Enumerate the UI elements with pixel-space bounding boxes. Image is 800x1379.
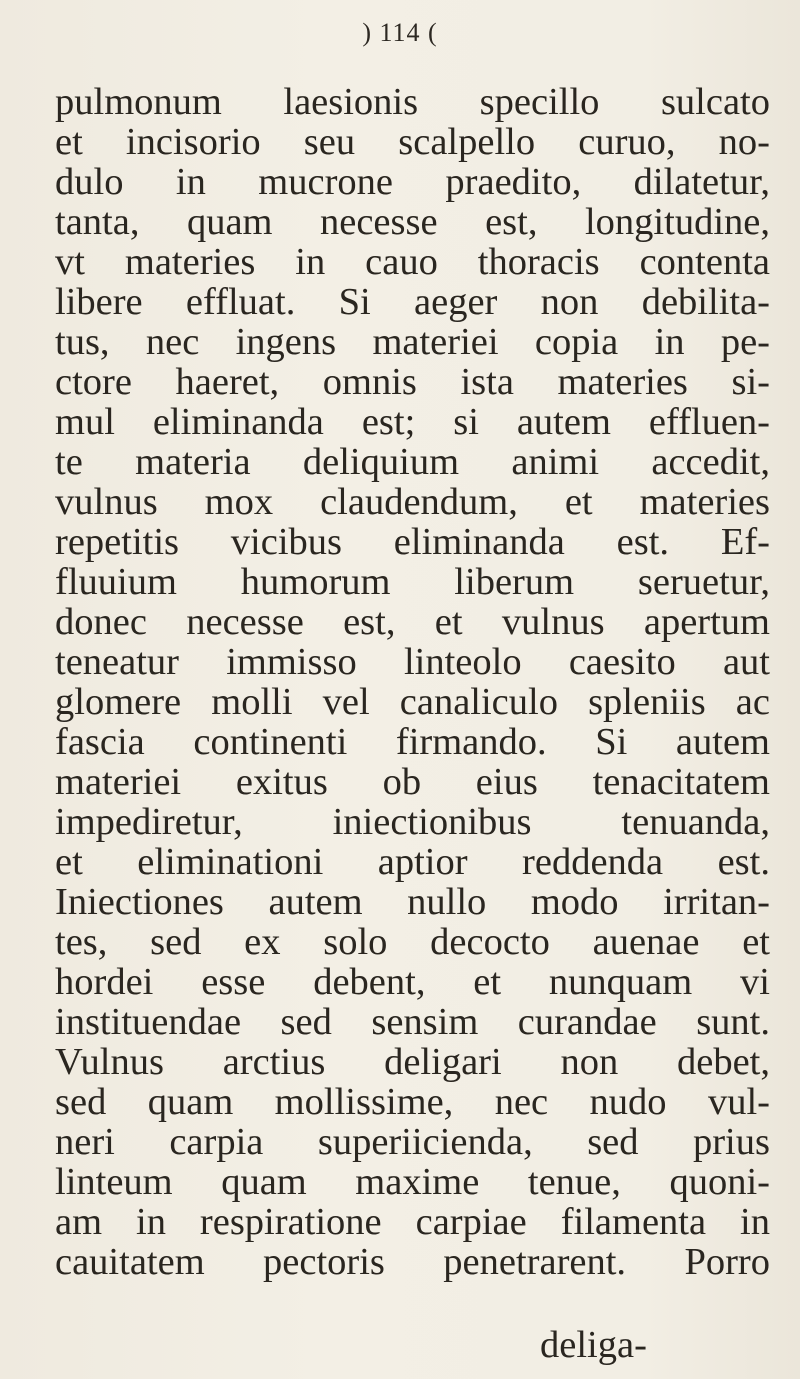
- text-line: repetitis vicibus eliminanda est. Ef-: [55, 522, 770, 562]
- text-line: libere effluat. Si aeger non debilita-: [55, 282, 770, 322]
- text-line: teneatur immisso linteolo caesito aut: [55, 642, 770, 682]
- text-line: impediretur, iniectionibus tenuanda,: [55, 802, 770, 842]
- text-line: am in respiratione carpiae filamenta in: [55, 1202, 770, 1242]
- catchword: deliga-: [540, 1324, 647, 1366]
- text-line: Vulnus arctius deligari non debet,: [55, 1042, 770, 1082]
- text-line: et incisorio seu scalpello curuo, no-: [55, 122, 770, 162]
- text-line: tes, sed ex solo decocto auenae et: [55, 922, 770, 962]
- text-line: materiei exitus ob eius tenacitatem: [55, 762, 770, 802]
- text-line: dulo in mucrone praedito, dilatetur,: [55, 162, 770, 202]
- text-line: vt materies in cauo thoracis contenta: [55, 242, 770, 282]
- text-line: mul eliminanda est; si autem effluen-: [55, 402, 770, 442]
- text-line: tus, nec ingens materiei copia in pe-: [55, 322, 770, 362]
- text-line: donec necesse est, et vulnus apertum: [55, 602, 770, 642]
- text-line: ctore haeret, omnis ista materies si-: [55, 362, 770, 402]
- text-line: fascia continenti firmando. Si autem: [55, 722, 770, 762]
- page-folio: ) 114 (: [362, 18, 438, 47]
- text-line: et eliminationi aptior reddenda est.: [55, 842, 770, 882]
- text-line: vulnus mox claudendum, et materies: [55, 482, 770, 522]
- text-line: glomere molli vel canaliculo spleniis ac: [55, 682, 770, 722]
- text-line: neri carpia superiicienda, sed prius: [55, 1122, 770, 1162]
- text-line: pulmonum laesionis specillo sulcato: [55, 82, 770, 122]
- text-line: tanta, quam necesse est, longitudine,: [55, 202, 770, 242]
- text-line: hordei esse debent, et nunquam vi: [55, 962, 770, 1002]
- text-line: Iniectiones autem nullo modo irritan-: [55, 882, 770, 922]
- text-line: te materia deliquium animi accedit,: [55, 442, 770, 482]
- text-line: instituendae sed sensim curandae sunt.: [55, 1002, 770, 1042]
- text-line: linteum quam maxime tenue, quoni-: [55, 1162, 770, 1202]
- body-text: [55, 82, 770, 1282]
- text-line: sed quam mollissime, nec nudo vul-: [55, 1082, 770, 1122]
- text-line: fluuium humorum liberum seruetur,: [55, 562, 770, 602]
- text-line: cauitatem pectoris penetrarent. Porro: [55, 1242, 770, 1282]
